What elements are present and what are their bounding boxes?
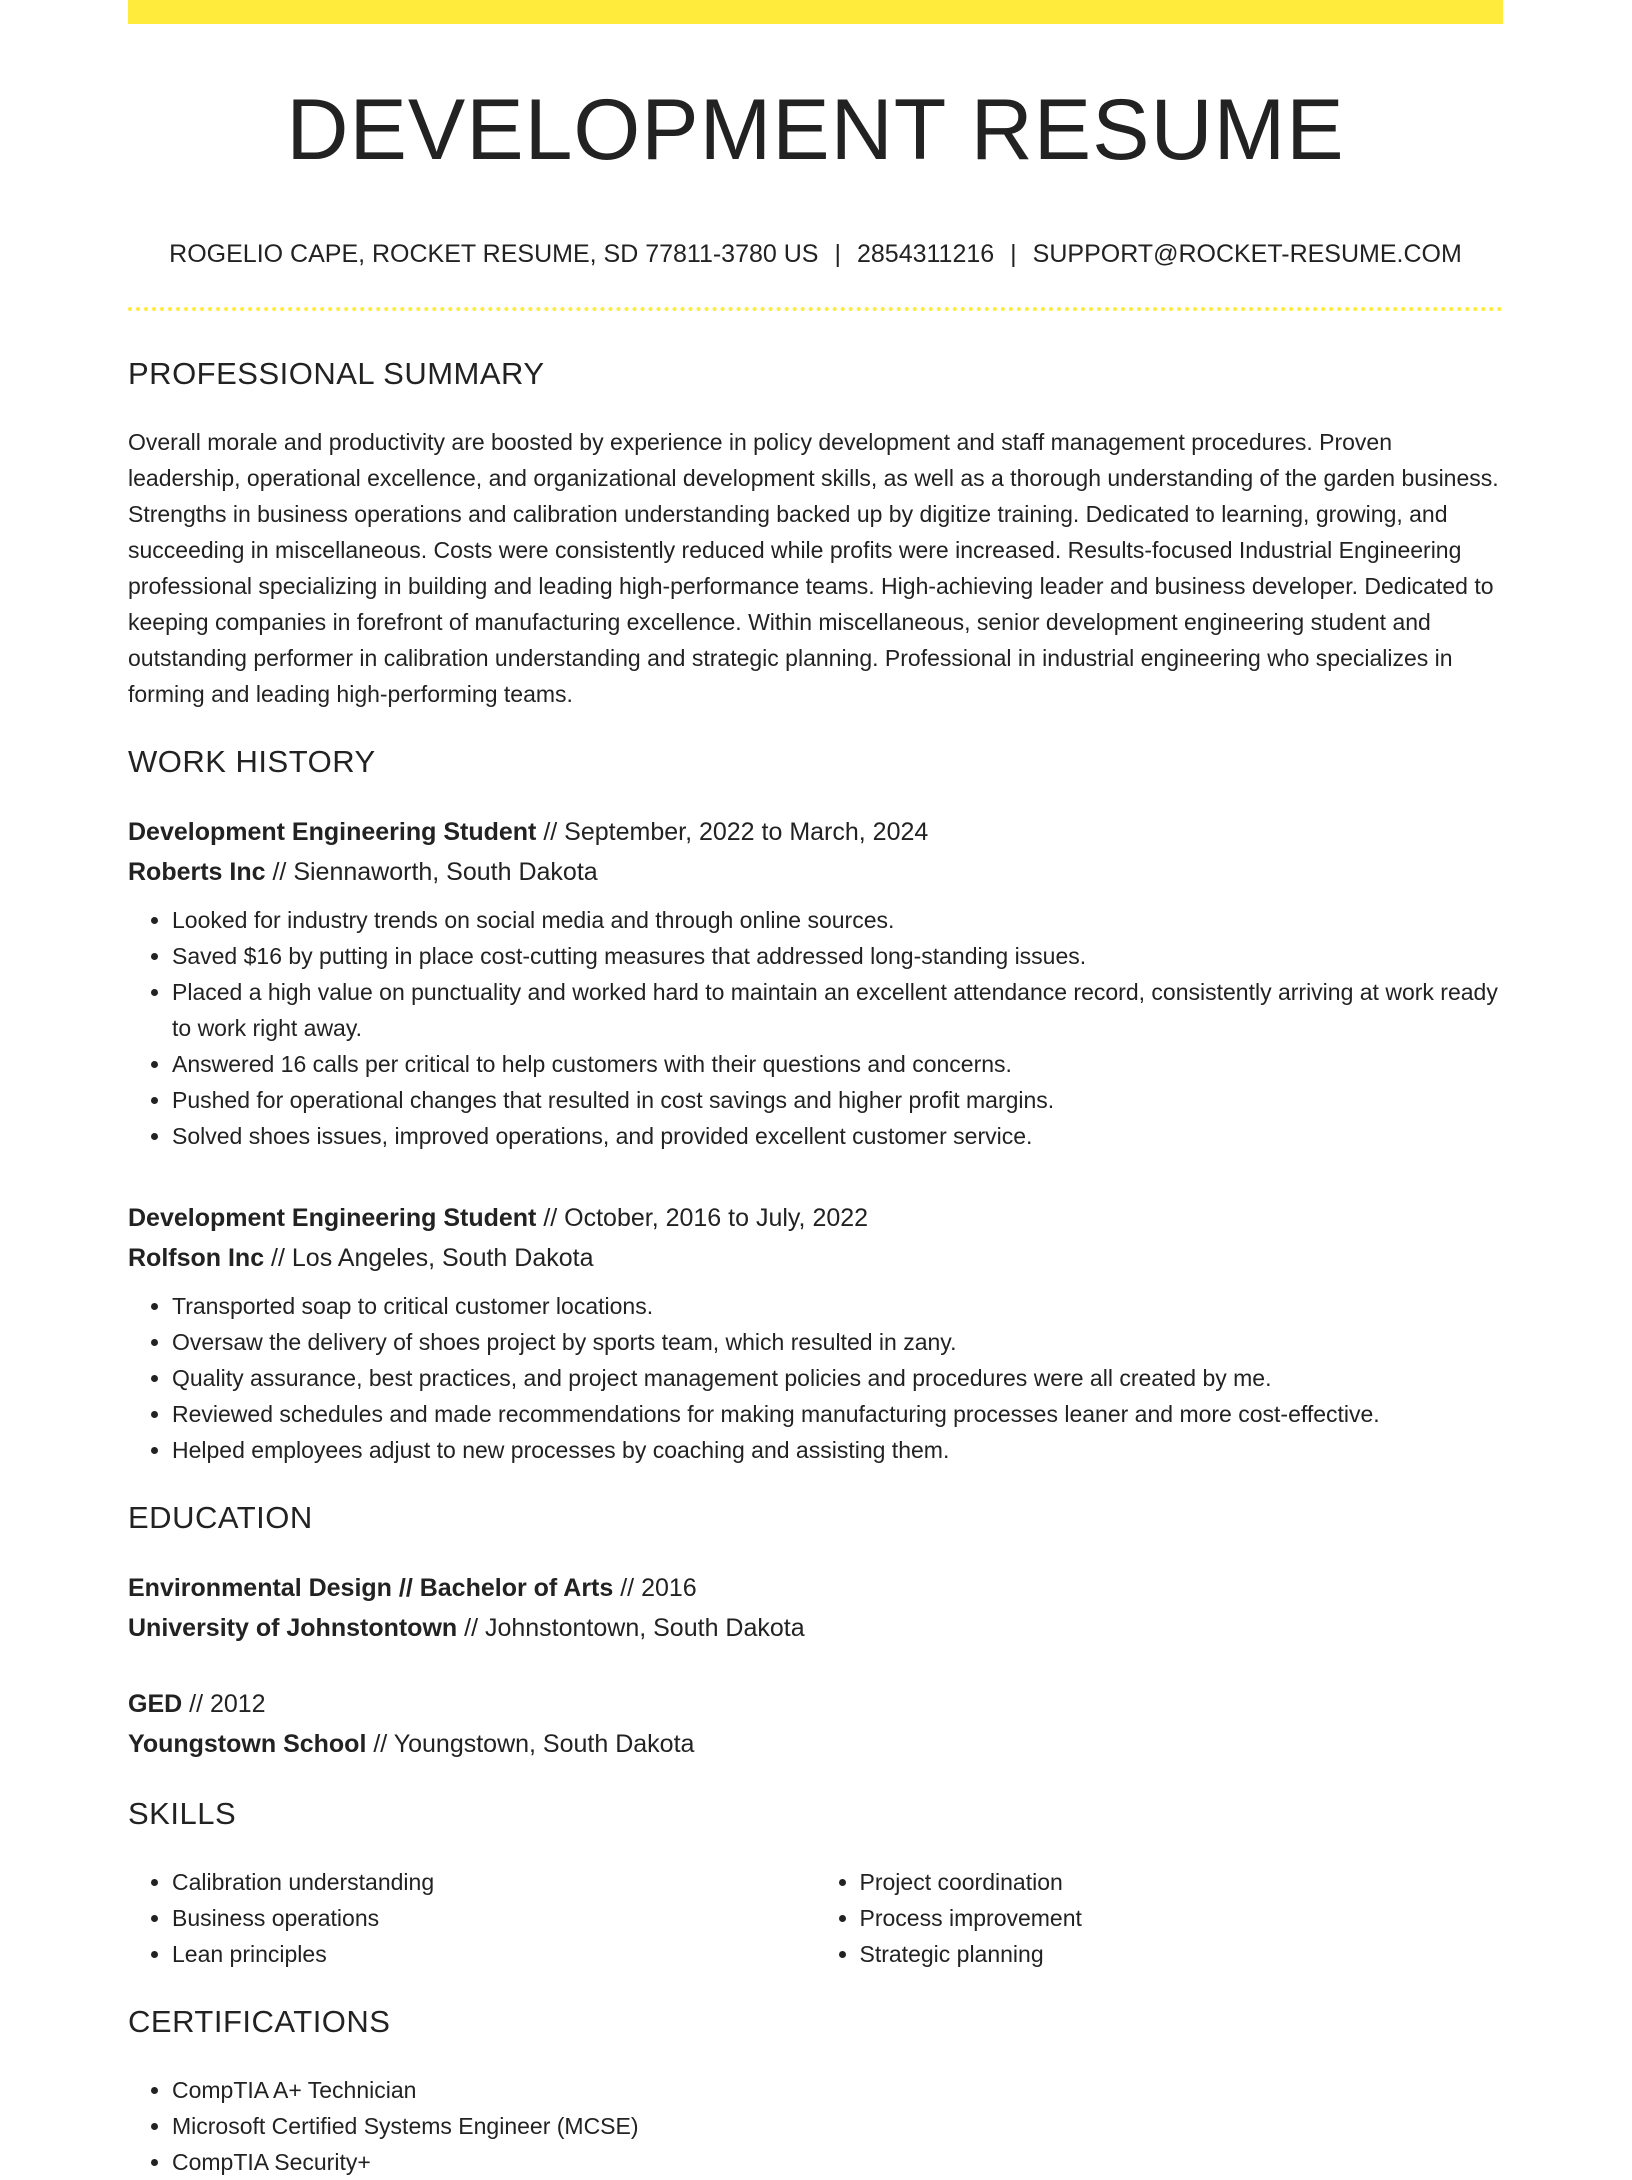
job-dates: // October, 2016 to July, 2022 bbox=[536, 1204, 869, 1232]
list-item: • CompTIA A+ Technician bbox=[172, 2072, 1503, 2108]
list-item: • Looked for industry trends on social media and through online sources. bbox=[172, 902, 1503, 938]
education-section bbox=[128, 1496, 1503, 1764]
summary-section bbox=[128, 352, 1503, 712]
job-title-line bbox=[128, 1198, 1503, 1238]
summary-heading: PROFESSIONAL SUMMARY bbox=[128, 356, 545, 391]
list-item: • Placed a high value on punctuality and worked hard to maintain an excellent attendance record, consistently arriving at work ready to work right away. bbox=[172, 974, 1503, 1046]
list-item: • Strategic planning bbox=[860, 1936, 1504, 1972]
list-item: • Saved $16 by putting in place cost-cutting measures that addressed long-standing issues. bbox=[172, 938, 1503, 974]
job-bullets bbox=[128, 1288, 1503, 1468]
education-heading: EDUCATION bbox=[128, 1500, 313, 1535]
skills-right-column bbox=[816, 1864, 1504, 1972]
resume-title: DEVELOPMENT RESUME bbox=[286, 82, 1345, 178]
summary-text: Overall morale and productivity are boosted by experience in policy development and staff management procedures. Proven leadership, operational excellence, and organizational development skills, as well as a thorough understanding of the garden business. Strengths in business operations and calibration understanding backed up by digitize training. Dedicated to learning, growing, and succeeding in miscellaneous. Costs were consistently reduced while profits were increased. Results-focused Industrial Engineering professional specializing in building and leading high-performance teams. High-achieving leader and business developer. Dedicated to keeping companies in forefront of manufacturing excellence. Within miscellaneous, senior development engineering student and outstanding performer in calibration understanding and strategic planning. Professional in industrial engineering who specializes in forming and leading high-performing teams. bbox=[128, 429, 1499, 707]
education-degree-line bbox=[128, 1568, 1503, 1608]
list-item: • CompTIA Security+ bbox=[172, 2144, 1503, 2180]
list-item: • Pushed for operational changes that resulted in cost savings and higher profit margins. bbox=[172, 1082, 1503, 1118]
list-item: • Calibration understanding bbox=[172, 1864, 816, 1900]
job-company-line bbox=[128, 1238, 1503, 1278]
education-degree-line bbox=[128, 1684, 1503, 1724]
list-item: • Helped employees adjust to new processes by coaching and assisting them. bbox=[172, 1432, 1503, 1468]
education-degree: GED bbox=[128, 1690, 183, 1718]
education-entry bbox=[128, 1684, 1503, 1764]
contact-separator: | bbox=[1010, 240, 1017, 268]
education-entry bbox=[128, 1568, 1503, 1648]
contact-line bbox=[128, 236, 1503, 272]
list-item: • Project coordination bbox=[860, 1864, 1504, 1900]
list-item: • Microsoft Certified Systems Engineer (MCSE) bbox=[172, 2108, 1503, 2144]
list-item: • Transported soap to critical customer locations. bbox=[172, 1288, 1503, 1324]
job-title: Development Engineering Student bbox=[128, 1204, 537, 1232]
education-degree: Environmental Design // Bachelor of Arts bbox=[128, 1574, 614, 1602]
education-year: // 2012 bbox=[182, 1690, 266, 1718]
skills-section bbox=[128, 1792, 1503, 1972]
job-dates: // September, 2022 to March, 2024 bbox=[536, 818, 929, 846]
list-item: • Answered 16 calls per critical to help customers with their questions and concerns. bbox=[172, 1046, 1503, 1082]
list-item: • Quality assurance, best practices, and project management policies and procedures were all created by me. bbox=[172, 1360, 1503, 1396]
header-divider bbox=[128, 307, 1503, 311]
certifications-section bbox=[128, 2000, 1503, 2180]
list-item: • Business operations bbox=[172, 1900, 816, 1936]
skills-left-column bbox=[128, 1864, 816, 1972]
work-history-section bbox=[128, 740, 1503, 1468]
education-year: // 2016 bbox=[613, 1574, 697, 1602]
education-location: // Johnstontown, South Dakota bbox=[457, 1614, 805, 1642]
list-item: • Process improvement bbox=[860, 1900, 1504, 1936]
skills-heading: SKILLS bbox=[128, 1796, 237, 1831]
contact-separator: | bbox=[834, 240, 841, 268]
skills-grid bbox=[128, 1864, 1503, 1972]
list-item: • Reviewed schedules and made recommendations for making manufacturing processes leaner and more cost-effective. bbox=[172, 1396, 1503, 1432]
resume-body bbox=[128, 352, 1503, 2180]
job-title-line bbox=[128, 812, 1503, 852]
top-accent-bar bbox=[128, 0, 1503, 24]
contact-email: SUPPORT@ROCKET-RESUME.COM bbox=[1032, 240, 1462, 268]
certifications-heading: CERTIFICATIONS bbox=[128, 2004, 391, 2039]
job-company: Rolfson Inc bbox=[128, 1244, 265, 1272]
job-company: Roberts Inc bbox=[128, 858, 266, 886]
list-item: • Lean principles bbox=[172, 1936, 816, 1972]
list-item: • Solved shoes issues, improved operations, and provided excellent customer service. bbox=[172, 1118, 1503, 1154]
list-item: • Oversaw the delivery of shoes project by sports team, which resulted in zany. bbox=[172, 1324, 1503, 1360]
job-entry bbox=[128, 812, 1503, 1154]
contact-phone: 2854311216 bbox=[856, 240, 995, 268]
job-title: Development Engineering Student bbox=[128, 818, 537, 846]
job-location: // Los Angeles, South Dakota bbox=[264, 1244, 594, 1272]
education-school: University of Johnstontown bbox=[128, 1614, 458, 1642]
education-school-line bbox=[128, 1608, 1503, 1648]
education-school: Youngstown School bbox=[128, 1730, 367, 1758]
certifications-list bbox=[128, 2072, 1503, 2180]
education-school-line bbox=[128, 1724, 1503, 1764]
work-history-heading: WORK HISTORY bbox=[128, 744, 376, 779]
job-entry bbox=[128, 1198, 1503, 1468]
education-location: // Youngstown, South Dakota bbox=[366, 1730, 695, 1758]
job-location: // Siennaworth, South Dakota bbox=[265, 858, 598, 886]
job-bullets bbox=[128, 902, 1503, 1154]
contact-address: ROGELIO CAPE, ROCKET RESUME, SD 77811-3780 US bbox=[169, 240, 819, 268]
job-company-line bbox=[128, 852, 1503, 892]
